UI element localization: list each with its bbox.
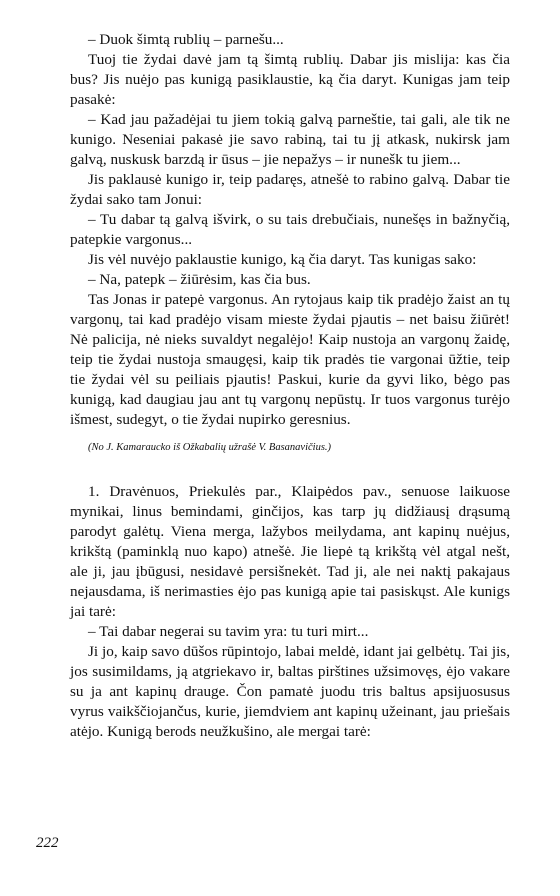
- paragraph: Tas Jonas ir patepė vargonus. An rytojaus kaip tik pradėjo žaist an tų vargonų, tai kad pradėjo visam mieste žydai pjautis – net baisu žiūrėt! Nė palicija, nė nieks suvaldyt negalėjo! Kaip nustoja an vargonų žaidę, teip tie žydai nustoja smaugęsi, kaip tik pradės tie vargonai ūžtie, teip tie žydai vėl su peiliais pjautis! Paskui, kurie da gyvi liko, bėgo pas kunigą, kad daugiau jau ant tų vargonų nepūstų. Ir tuos vargonus turėjo išmest, sudegyt, o tie žydai nupirko geresnius.: [70, 291, 510, 428]
- paragraph: – Tu dabar tą galvą išvirk, o su tais drebučiais, nunešęs in bažnyčią, patepkie vargonus...: [70, 211, 510, 248]
- story-1: [70, 30, 510, 456]
- page-body: [70, 30, 510, 742]
- paragraph: – Kad jau pažadėjai tu jiem tokią galvą parneštie, tai gali, ale tik ne kunigo. Neseniai pakasė jie savo rabiną, tai tu jį atkask, nukirsk jam galvą, nuskusk barzdą ir ūsus – jie nepažys – ir nunešk tu jiem...: [70, 111, 510, 168]
- paragraph: – Duok šimtą rublių – parnešu...: [88, 31, 284, 48]
- paragraph: Tuoj tie žydai davė jam tą šimtą rublių. Dabar jis mislija: kas čia bus? Jis nuėjo pas kunigą pasiklaustie, ką čia daryt. Kunigas jam teip pasakė:: [70, 51, 510, 108]
- page-number: 222: [36, 835, 59, 851]
- section-gap: [70, 456, 510, 482]
- source-note: (No J. Kamaraucko iš Ožkabalių užrašė V. Basanavičius.): [88, 442, 332, 453]
- paragraph: 1. Dravėnuos, Priekulės par., Klaipėdos pav., senuose laikuose mynikai, linus bemindami, ginčijos, kas tarp jų didžiausį drąsumą parodyt galėtų. Viena merga, lažybos meilydama, ant kapinų nuėjus, krikštą (paminklą nuo kapo) atnešė. Jie liepė tą krikštą vėl atgal nešt, ale ji, jau įbūgusi, nesidavė persišnekėt. Tad ji, ale nei naktį pakajaus nejausdama, iš nerimasties ėjo pas kunigą apie tai pasiskųst. Ale kunigs jai tarė:: [70, 483, 510, 620]
- paragraph: Ji jo, kaip savo dūšos rūpintojo, labai meldė, idant jai gelbėtų. Tai jis, jos susimildams, ją atgriekavo ir, baltas pirštines užsimovęs, ėjo vakare su ja ant kapinų drauge. Čon pamatė juodu tris baltus apsijuosusus vyrus vaikščiojančus, kurie, jiemdviem ant kapinų užeinant, jau priešais atėjo. Kunigą berods neužkušino, ale mergai tarė:: [70, 643, 510, 740]
- paragraph: – Tai dabar negerai su tavim yra: tu turi mirt...: [88, 623, 369, 640]
- paragraph: – Na, patepk – žiūrėsim, kas čia bus.: [88, 271, 311, 288]
- paragraph: Jis vėl nuvėjo paklaustie kunigo, ką čia daryt. Tas kunigas sako:: [88, 251, 477, 268]
- paragraph: Jis paklausė kunigo ir, teip padaręs, atnešė to rabino galvą. Dabar tie žydai sako tam Jonui:: [70, 171, 510, 208]
- story-2: [70, 482, 510, 742]
